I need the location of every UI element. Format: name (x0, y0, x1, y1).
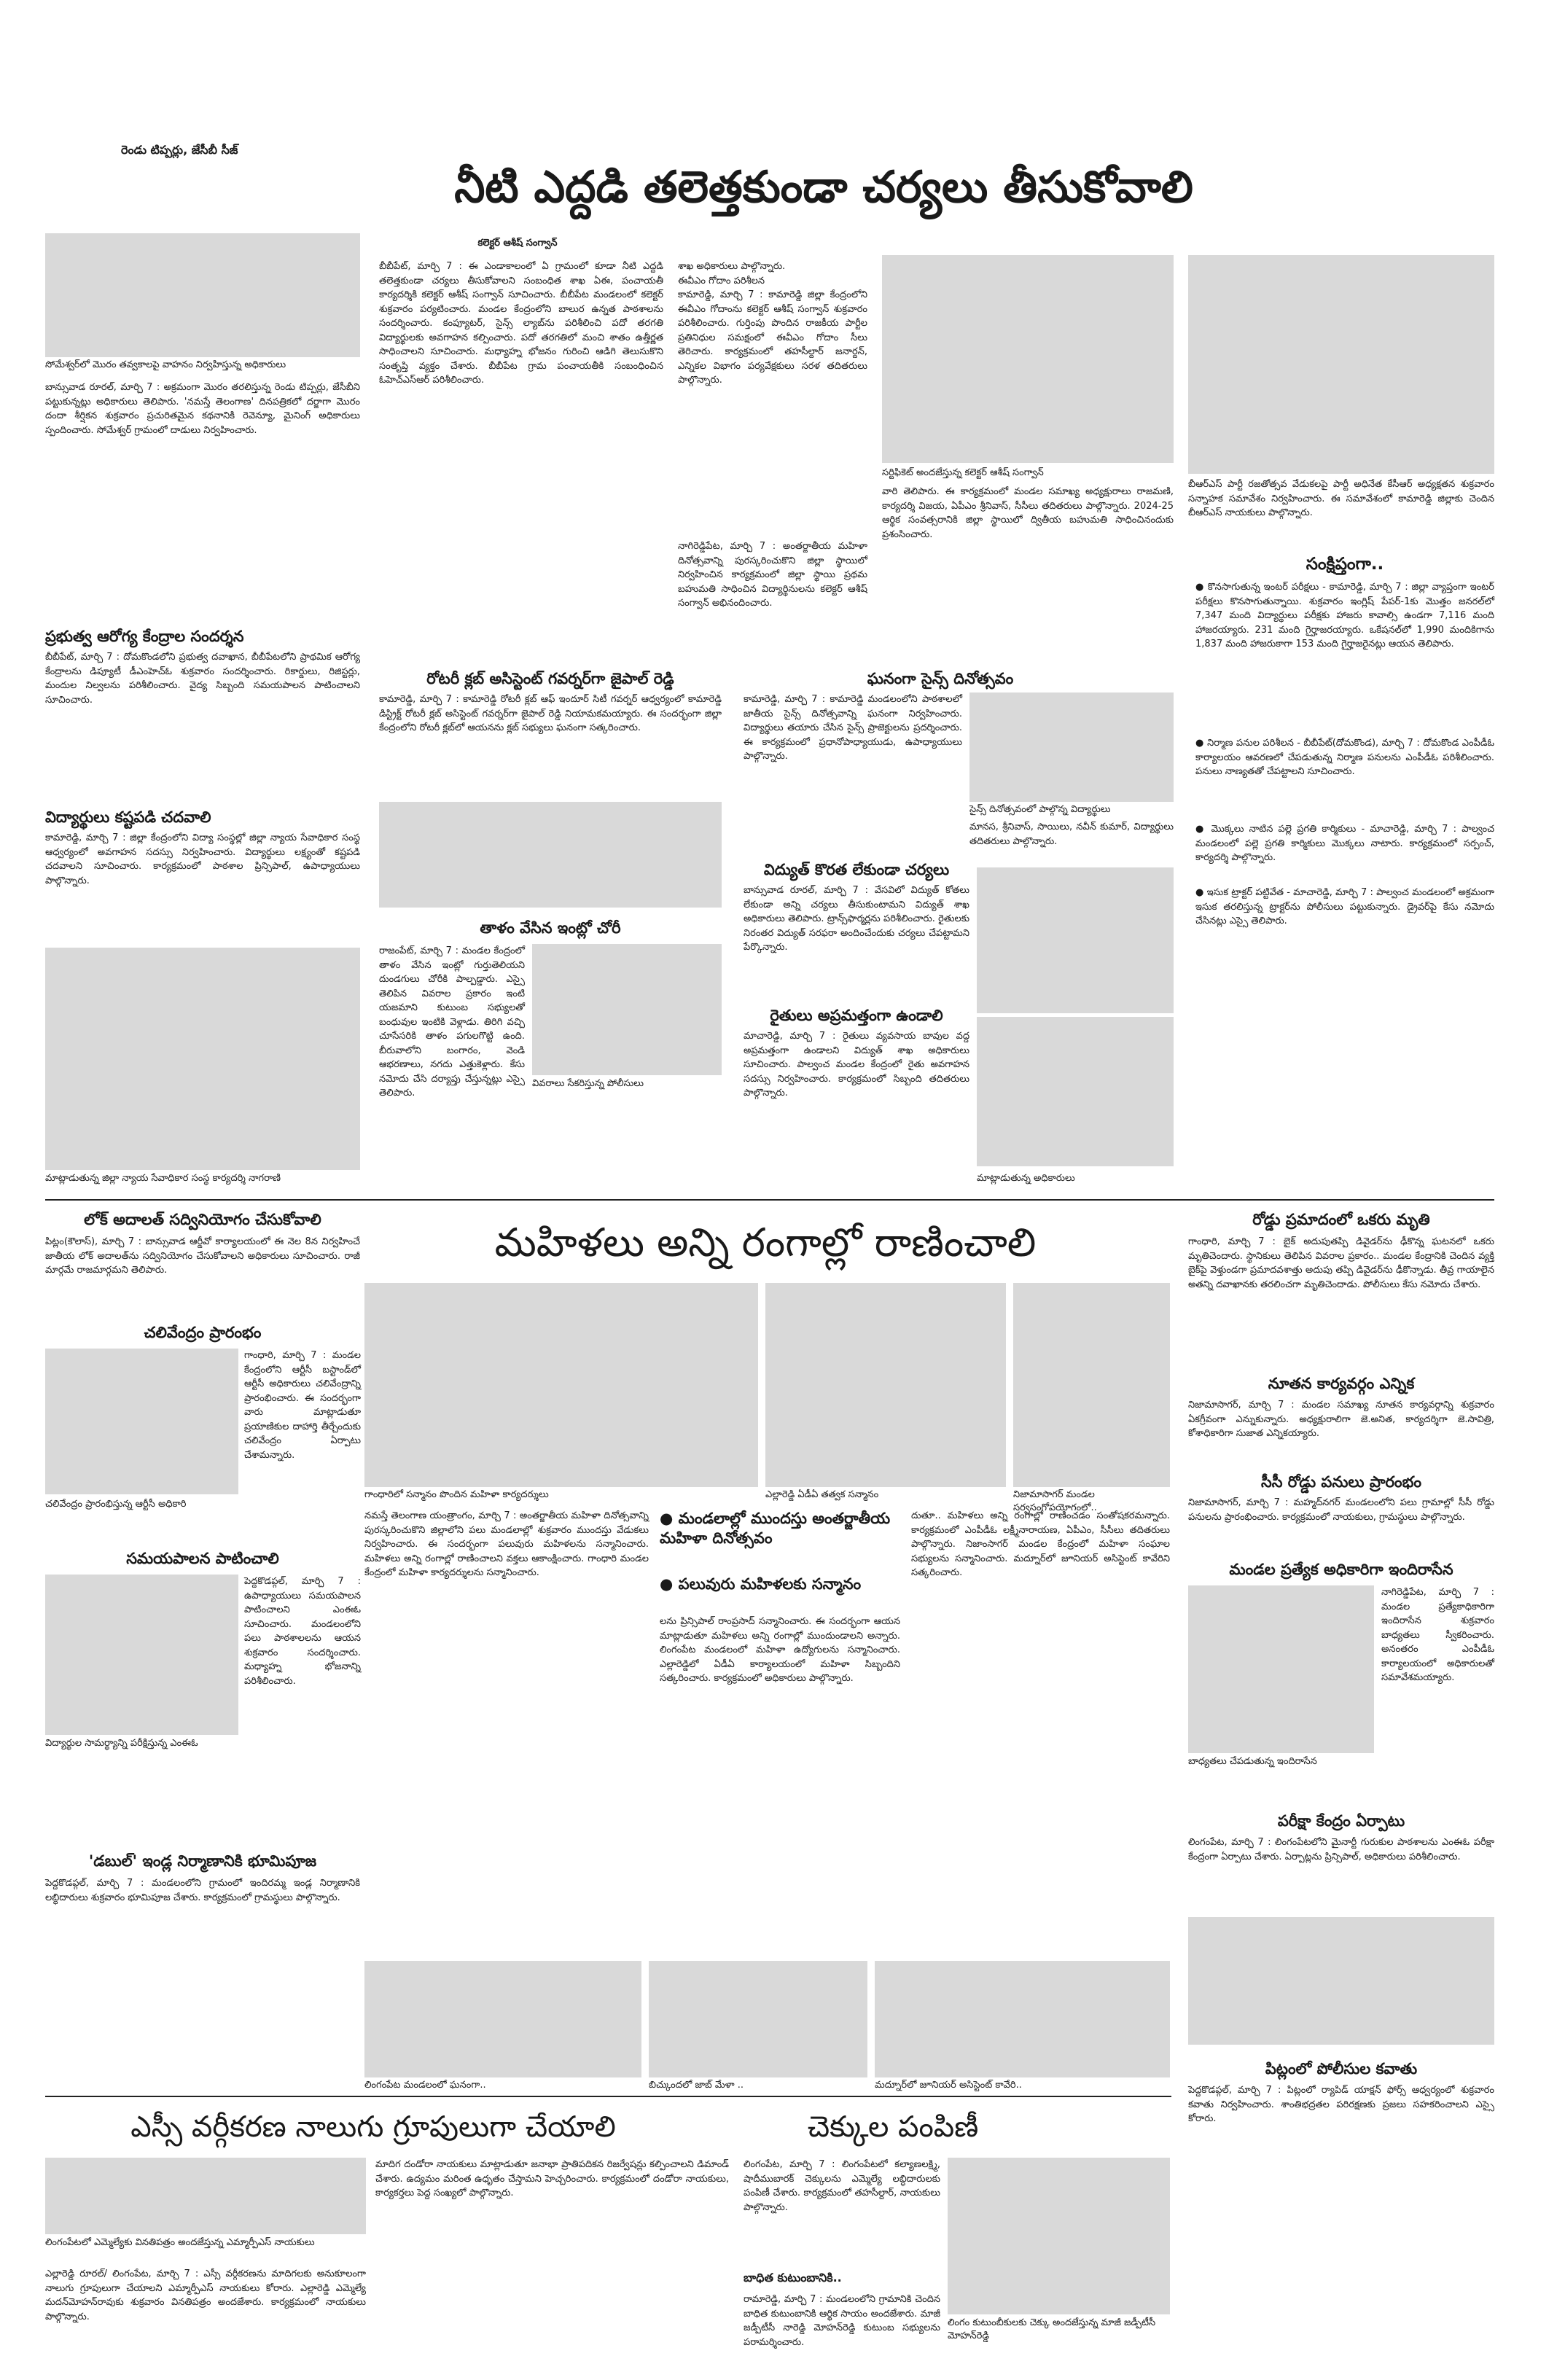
farmers-heading: రైతులు అప్రమత్తంగా ఉండాలి (770, 1007, 943, 1024)
rotary-photo (379, 802, 722, 908)
top-photo-2 (882, 255, 1174, 463)
top-col2: శాఖ అధికారులు పాల్గొన్నారు. ఈవీఎం గోదాం పరిశీలన కామారెడ్డి, మార్చి 7 : కామారెడ్డి జిల్లా కేంద్రంలోని ఈవీఎం గోదాంను కలెక్టర్‌ ఆశీష్‌ సంగ్వాన్‌ శుక్రవారం పరిశీలించారు. గుర్తింపు పొందిన రాజకీయ పార్టీల ప్రతినిధుల సమక్షంలో ఈవీఎం గోదాం సీలు తెరిచారు. కార్యక్రమంలో తహసీల్దార్‌ జనార్దన్‌, ఎన్నికల విభాగం పర్యవేక్షకులు సరళ తదితరులు పాల్గొన్నారు. (678, 261, 867, 386)
bottom-photo-3-caption: మద్నూర్‌లో జూనియర్‌ అసిస్టెంట్‌ కావేరి.. (875, 2080, 1022, 2091)
cheque-caption: లింగం కుటుంబీకులకు చెక్కు అందజేస్తున్న మాజీ జడ్పీటీసీ మోహన్‌రెడ్డి (948, 2317, 1156, 2342)
section-divider-2 (45, 2096, 1171, 2097)
bottom-photo-2 (649, 1961, 867, 2077)
science-day-photo (969, 692, 1174, 802)
accident-body: గాంధారి, మార్చి 7 : బైక్‌ అదుపుతప్పి డివైడర్‌ను ఢీకొన్న ఘటనలో ఒకరు మృతిచెందారు. స్థానికులు తెలిపిన వివరాల ప్రకారం.. మండల కేంద్రానికి చెందిన వ్యక్తి బైక్‌పై వెళ్తుండగా ప్రమాదవశాత్తు అదుపు తప్పి డివైడర్‌ను ఢీకొన్నాడు. తీవ్ర గాయాలైన అతన్ని దవాఖానకు తరలించగా మృతిచెందాడు. పోలీసులు కేసు నమోదు చేశారు. (1188, 1236, 1494, 1290)
top-headline: నీటి ఎద్దడి తలెత్తకుండా చర్యలు తీసుకోవాలి (454, 162, 1193, 213)
bottom-photo-1 (364, 1961, 641, 2077)
sc-classification-caption: లింగంపేటలో ఎమ్మెల్యేకు వినతిపత్రం అందజేస్తున్న ఎమ్మార్పీఎస్‌ నాయకులు (45, 2237, 315, 2248)
brief-3: ● మొక్కలు నాటిన పల్లె ప్రగతి కార్మికులు - మాచారెడ్డి, మార్చి 7 : పాల్వంచ మండలంలో పల్లె ప్రగతి కార్మికులు మొక్కలు నాటారు. కార్యక్రమంలో సర్పంచ్‌, కార్యదర్శి పాల్గొన్నారు. (1195, 824, 1494, 863)
brief-1: ● కొనసాగుతున్న ఇంటర్‌ పరీక్షలు - కామారెడ్డి, మార్చి 7 : జిల్లా వ్యాప్తంగా ఇంటర్‌ పరీక్షలు కొనసాగుతున్నాయి. శుక్రవారం ఇంగ్లిష్‌ పేపర్‌-1కు మొత్తం జనరల్‌లో 7,347 మంది విద్యార్థులు పరీక్షకు హాజరు కావాల్సి ఉండగా 7,116 మంది హాజరయ్యారు. 231 మంది గైర్హాజరయ్యారు. ఒకేషనల్‌లో 1,990 మందికిగాను 1,837 మంది హాజరుకాగా 153 మంది గైర్హాజరైనట్లు ఆయన తెలిపారు. (1195, 582, 1494, 649)
cc-road-body: నిజామాసాగర్‌, మార్చి 7 : మహ్మద్‌నగర్‌ మండలంలోని పలు గ్రామాల్లో సీసీ రోడ్డు పనులను ప్రారంభించారు. కార్యక్రమంలో నాయకులు, గ్రామస్థులు పాల్గొన్నారు. (1188, 1497, 1494, 1523)
sc-classification-body-1: ఎల్లారెడ్డి రూరల్‌/ లింగంపేట, మార్చి 7 : ఎస్సీ వర్గీకరణను మాదిగలకు అనుకూలంగా నాలుగు గ్రూపులుగా చేయాలని ఎమ్మార్పీఎస్‌ నాయకులు కోరారు. ఎల్లారెడ్డి ఎమ్మెల్యే మదన్‌మోహన్‌రావుకు శుక్రవారం వినతిపత్రం అందజేశారు. కార్యక్రమంలో నాయకులు పాల్గొన్నారు. (45, 2268, 366, 2322)
victim-family-heading: బాధిత కుటుంబానికి.. (744, 2271, 842, 2285)
women-photo-1 (364, 1283, 758, 1487)
top-col3-body: వారి తెలిపారు. ఈ కార్యక్రమంలో మండల సమాఖ్య అధ్యక్షురాలు రాజమణి, కార్యదర్శి విజయ, ఏపీఎం శ్రీనివాస్‌, సీసీలు తదితరులు పాల్గొన్నారు. 2024-25 ఆర్థిక సంవత్సరానికి జిల్లా స్థాయిలో ద్వితీయ బహుమతి సాధించినందుకు ప్రశంసించారు. (882, 486, 1174, 540)
top-col4: బీఆర్‌ఎస్‌ పార్టీ రజతోత్సవ వేడుకలపై పార్టీ అధినేత కేసీఆర్‌ అధ్యక్షతన శుక్రవారం సన్నాహక సమావేశం నిర్వహించారు. ఈ సమావేశంలో కామారెడ్డి జిల్లాకు చెందిన బీఆర్‌ఎస్‌ నాయకులు పాల్గొన్నారు. (1188, 479, 1494, 518)
health-centre-heading: ప్రభుత్వ ఆరోగ్య కేంద్రాల సందర్శన (45, 628, 244, 645)
special-officer-photo (1188, 1585, 1374, 1753)
lok-adalat-body: పిట్లం(కౌలాస్‌), మార్చి 7 : బాన్సువాడ ఆర్డీవో కార్యాలయంలో ఈ నెల 8న నిర్వహించే జాతీయ లోక్‌ అదాలత్‌ను సద్వినియోగం చేసుకోవాలని అధికారులు సూచించారు. రాజీ మార్గమే రాజమార్గమని తెలిపారు. (45, 1236, 360, 1276)
women-photo-1-caption: గాంధారిలో సన్మానం పొందిన మహిళా కార్యదర్శులు (364, 1489, 549, 1500)
women-col1: నమస్తే తెలంగాణ యంత్రాంగం, మార్చి 7 : అంతర్జాతీయ మహిళా దినోత్సవాన్ని పురస్కరించుకొని జిల్లాలోని పలు మండలాల్లో శుక్రవారం ముందస్తు వేడుకలు నిర్వహించారు. ఈ సందర్భంగా పలువురు మహిళలను సన్మానించారు. మహిళలు అన్ని రంగాల్లో రాణించాలని వక్తలు ఆకాంక్షించారు. గాంధారి మండల కేంద్రంలో మహిళా కార్యదర్శులను సన్మానించారు. (364, 1510, 649, 1578)
section-divider-1 (45, 1199, 1494, 1201)
women-photo-3 (1013, 1283, 1170, 1487)
cc-road-heading: సీసీ రోడ్డు పనులు ప్రారంభం (1261, 1473, 1421, 1491)
sc-classification-body-2: మాదిగ దండోరా నాయకులు మాట్లాడుతూ జనాభా ప్రాతిపదికన రిజర్వేషన్లు కల్పించాలని డిమాండ్‌ చేశారు. ఉద్యమం మరింత ఉధృతం చేస్తామని హెచ్చరించారు. కార్యక్రమంలో దండోరా నాయకులు, కార్యకర్తలు పెద్ద సంఖ్యలో పాల్గొన్నారు. (375, 2159, 729, 2198)
top-photo-3 (1188, 255, 1494, 474)
new-committee-body: నిజామాసాగర్‌, మార్చి 7 : మండల సమాఖ్య నూతన కార్యవర్గాన్ని శుక్రవారం ఏకగ్రీవంగా ఎన్నుకున్నారు. అధ్యక్షురాలిగా జె.అనిత, కార్యదర్శిగా జె.సావిత్రి, కోశాధికారిగా సుజాత ఎన్నికయ్యారు. (1188, 1400, 1494, 1439)
double-house-heading: 'డబుల్‌' ఇండ్ల నిర్మాణానికి భూమిపూజ (88, 1852, 317, 1870)
sc-classification-headline: ఎస్సీ వర్గీకరణ నాలుగు గ్రూపులుగా చేయాలి (130, 2110, 616, 2144)
top-kicker: రెండు టిప్పర్లు, జేసీబీ సీజ్ (121, 143, 238, 157)
top-col1: బీబీపేట్‌, మార్చి 7 : ఈ ఎండాకాలంలో ఏ గ్రామంలో కూడా నీటి ఎద్దడి తలెత్తకుండా చర్యలు తీసుకోవాలని సంబంధిత శాఖ ఏఈ, పంచాయతీ కార్యదర్శికి కలెక్టర్‌ ఆశీష్‌ సంగ్వాన్‌ సూచించారు. బీబీపేట మండలంలో కలెక్టర్‌ శుక్రవారం పర్యటించారు. మండల కేంద్రంలోని బాలుర ఉన్నత పాఠశాలను సందర్శించారు. కంప్యూటర్‌, సైన్స్‌ ల్యాబ్‌ను పరిశీలించి పదో తరగతి విద్యార్థులకు అవగాహన కల్పించారు. పదో తరగతిలో మంచి శాతం ఉత్తీర్ణత సాధించాలని సూచించారు. మధ్యాహ్న భోజనం గురించి ఆడిగి తెలుసుకొని సంతృప్తి వ్యక్తం చేశారు. బీబీపేట గ్రామ పంచాయతీకి సంబంధించిన ఓహెచ్‌ఎస్‌ఆర్‌ పరిశీలించారు. (379, 261, 663, 386)
accident-heading: రోడ్డు ప్రమాదంలో ఒకరు మృతి (1252, 1211, 1430, 1228)
science-day-body-2: మానస, శ్రీనివాస్‌, సాయిలు, నవీన్‌ కుమార్‌, విద్యార్థులు తదితరులు పాల్గొన్నారు. (969, 822, 1174, 847)
students-photo (45, 948, 360, 1170)
power-heading: విద్యుత్‌ కొరత లేకుండా చర్యలు (763, 861, 950, 878)
bottom-photo-1-caption: లింగంపేట మండలంలో ఘనంగా.. (364, 2080, 486, 2091)
cheque-body-2: రామారెడ్డి, మార్చి 7 : మండలంలోని గ్రామానికి చెందిన బాధిత కుటుంబానికి ఆర్థిక సాయం అందజేశారు. మాజీ జడ్పీటీసీ నారెడ్డి మోహన్‌రెడ్డి కుటుంబ సభ్యులను పరామర్శించారు. (744, 2294, 940, 2348)
students-photo-caption: మాట్లాడుతున్న జిల్లా న్యాయ సేవాధికార సంస్థ కార్యదర్శి నాగరాణి (45, 1173, 281, 1184)
punctuality-photo (45, 1575, 238, 1735)
science-day-caption: సైన్స్‌ దినోత్సవంలో పాల్గొన్న విద్యార్థులు (969, 804, 1111, 815)
double-house-body: పెద్దకొడప్గల్‌, మార్చి 7 : మండలంలోని గ్రామంలో ఇందిరమ్మ ఇండ్ల నిర్మాణానికి లబ్ధిదారులు శుక్రవారం భూమిపూజ చేశారు. కార్యక్రమంలో గ్రామస్థులు పాల్గొన్నారు. (45, 1878, 360, 1903)
special-officer-heading: మండల ప్రత్యేక అధికారిగా ఇందిరాసేన (1229, 1561, 1453, 1578)
power-photo (977, 867, 1174, 1013)
top-photo-2-caption: సర్టిఫికెట్‌ అందజేస్తున్న కలెక్టర్‌ ఆశీష్‌ సంగ్వాన్‌ (882, 467, 1044, 478)
lok-adalat-heading: లోక్‌ అదాలత్‌ సద్వినియోగం చేసుకోవాలి (84, 1211, 321, 1228)
water-shed-body: గాంధారి, మార్చి 7 : మండల కేంద్రంలోని ఆర్టీసీ బస్టాండ్‌లో ఆర్టీసీ అధికారులు చలివేంద్రాన్ని ప్రారంభించారు. ఈ సందర్భంగా వారు మాట్లాడుతూ ప్రయాణికుల దాహార్తి తీర్చేందుకు చలివేంద్రం ఏర్పాటు చేశామన్నారు. (244, 1350, 361, 1461)
new-committee-heading: నూతన కార్యవర్గం ఎన్నిక (1268, 1375, 1415, 1392)
bottom-photo-3 (875, 1961, 1170, 2077)
special-officer-caption: బాధ్యతలు చేపడుతున్న ఇందిరాసేన (1188, 1756, 1317, 1767)
theft-photo (532, 944, 722, 1075)
rotary-body: కామారెడ్డి, మార్చి 7 : కామారెడ్డి రోటరీ క్లబ్‌ ఆఫ్‌ ఇందూర్‌ సిటీ గవర్నర్‌ ఆధ్వర్యంలో కామారెడ్డి డిస్ట్రిక్ట్‌ రోటరీ క్లబ్‌ అసిస్టెంట్‌ గవర్నర్‌గా జైపాల్‌ రెడ్డి నియామకమయ్యారు. ఈ సందర్భంగా జిల్లా కేంద్రంలోని రోటరీ క్లబ్‌లో ఆయనను క్లబ్‌ సభ్యులు ఘనంగా సత్కరించారు. (379, 694, 722, 733)
farmers-body: మాచారెడ్డి, మార్చి 7 : రైతులు వ్యవసాయ బావుల వద్ద అప్రమత్తంగా ఉండాలని విద్యుత్‌ శాఖ అధికారులు సూచించారు. పాల్వంచ మండల కేంద్రంలో రైతు అవగాహన సదస్సు నిర్వహించారు. కార్యక్రమంలో సిబ్బంది తదితరులు పాల్గొన్నారు. (744, 1031, 969, 1099)
power-body: బాన్సువాడ రూరల్‌, మార్చి 7 : వేసవిలో విద్యుత్‌ కోతలు లేకుండా అన్ని చర్యలు తీసుకుంటామని విద్యుత్‌ శాఖ అధికారులు తెలిపారు. ట్రాన్స్‌ఫార్మర్లను పరిశీలించారు. రైతులకు నిరంతర విద్యుత్‌ సరఫరా అందించేందుకు చర్యలు చేపట్టామని పేర్కొన్నారు. (744, 885, 969, 953)
cheque-photo (948, 2158, 1170, 2314)
sc-classification-photo (45, 2158, 366, 2234)
brief-4: ● ఇసుక ట్రాక్టర్‌ పట్టివేత - మాచారెడ్డి, మార్చి 7 : పాల్వంచ మండలంలో అక్రమంగా ఇసుక తరలిస్తున్న ట్రాక్టర్‌ను పోలీసులు పట్టుకున్నారు. డ్రైవర్‌పై కేసు నమోదు చేసినట్లు ఎస్సై తెలిపారు. (1195, 887, 1494, 926)
women-bullet-1: ● మండలాల్లో ముందస్తు అంతర్జాతీయ మహిళా దినోత్సవం (660, 1510, 891, 1548)
women-bullet-2: ● పలువురు మహిళలకు సన్మానం (660, 1575, 862, 1593)
farmers-caption: మాట్లాడుతున్న అధికారులు (977, 1173, 1075, 1184)
students-body: కామారెడ్డి, మార్చి 7 : జిల్లా కేంద్రంలోని విద్యా సంస్థల్లో జిల్లా న్యాయ సేవాధికార సంస్థ ఆధ్వర్యంలో అవగాహన సదస్సు నిర్వహించారు. విద్యార్థులు లక్ష్యంతో కష్టపడి చదవాలని సూచించారు. కార్యక్రమంలో పాఠశాల ప్రిన్సిపాల్‌, ఉపాధ్యాయులు పాల్గొన్నారు. (45, 832, 360, 886)
cheque-distribution-headline: చెక్కుల పంపిణీ (807, 2110, 979, 2144)
water-shed-photo (45, 1349, 238, 1494)
women-photo-2-caption: ఎల్లారెడ్డి ఏడీఏ తత్వక సన్మానం (765, 1489, 879, 1500)
punctuality-body: పెద్దకొడప్గల్‌, మార్చి 7 : ఉపాధ్యాయులు సమయపాలన పాటించాలని ఎంఈఓ సూచించారు. మండలంలోని పలు పాఠశాలలను ఆయన శుక్రవారం సందర్శించారు. మధ్యాహ్న భోజనాన్ని పరిశీలించారు. (244, 1576, 361, 1687)
top-photo-1-caption: సోమేశ్వర్‌లో మొరం తవ్వకాలపై వాహనం నిర్వహిస్తున్న అధికారులు (45, 359, 286, 370)
women-headline: మహిళలు అన్ని రంగాల్లో రాణించాలి (494, 1220, 1037, 1265)
rotary-heading: రోటరీ క్లబ్‌ అసిస్టెంట్‌ గవర్నర్‌గా జైపాల్‌ రెడ్డి (426, 670, 674, 687)
theft-photo-caption: వివరాలు సేకరిస్తున్న పోలీసులు (532, 1078, 644, 1089)
police-march-heading: పిట్లంలో పోలీసుల కవాతు (1265, 2060, 1418, 2077)
punctuality-heading: సమయపాలన పాటించాలి (126, 1550, 279, 1567)
top-left-body: బాన్సువాడ రూరల్‌, మార్చి 7 : అక్రమంగా మొరం తరలిస్తున్న రెండు టిప్పర్లు, జేసీబీని పట్టుకున్నట్లు అధికారులు తెలిపారు. 'నమస్తే తెలంగాణ' దినపత్రికలో దర్జాగా మొరం దందా శీర్షికన శుక్రవారం ప్రచురితమైన కథనానికి రెవెన్యూ, మైనింగ్‌ అధికారులు స్పందించారు. సోమేశ్వర్‌ గ్రామంలో దాడులు నిర్వహించారు. (45, 382, 360, 436)
special-officer-body: నాగిరెడ్డిపేట, మార్చి 7 : మండల ప్రత్యేకాధికారిగా ఇందిరాసేన శుక్రవారం బాధ్యతలు స్వీకరించారు. అనంతరం ఎంపీడీఓ కార్యాలయంలో అధికారులతో సమావేశమయ్యారు. (1381, 1587, 1494, 1683)
briefs-heading: సంక్షిప్తంగా.. (1306, 555, 1384, 574)
exam-centre-body: లింగంపేట, మార్చి 7 : లింగంపేటలోని మైనార్టీ గురుకుల పాఠశాలను ఎంఈఓ పరీక్షా కేంద్రంగా ఏర్పాటు చేశారు. ఏర్పాట్లను ప్రిన్సిపాల్‌, అధికారులు పరిశీలించారు. (1188, 1837, 1494, 1862)
exam-centre-heading: పరీక్షా కేంద్రం ఏర్పాటు (1277, 1812, 1405, 1830)
top-col3: నాగిరెడ్డిపేట, మార్చి 7 : అంతర్జాతీయ మహిళా దినోత్సవాన్ని పురస్కరించుకొని జిల్లా స్థాయిలో నిర్వహించిన కార్యక్రమంలో జిల్లా స్థాయి ప్రథమ బహుమతి సాధించిన విద్యార్థినులను కలెక్టర్‌ ఆశీష్‌ సంగ్వాన్‌ అభినందించారు. (678, 541, 867, 609)
water-shed-heading: చలివేంద్రం ప్రారంభం (144, 1324, 262, 1341)
women-photo-3-caption: నిజామాసాగర్‌ మండల సర్వసంగోపయోగంలో.. (1013, 1489, 1097, 1514)
police-march-body: పెద్దకొడప్గల్‌, మార్చి 7 : పిట్లంలో ర్యాపిడ్‌ యాక్షన్‌ ఫోర్స్‌ ఆధ్వర్యంలో శుక్రవారం కవాతు నిర్వహించారు. శాంతిభద్రతల పరిరక్షణకు ప్రజలు సహకరించాలని ఎస్సై కోరారు. (1188, 2085, 1494, 2124)
cheque-body-1: లింగంపేట, మార్చి 7 : లింగంపేటలో కల్యాణలక్ష్మి, షాదీముబారక్‌ చెక్కులను ఎమ్మెల్యే లబ్ధిదారులకు పంపిణీ చేశారు. కార్యక్రమంలో తహసీల్దార్‌, నాయకులు పాల్గొన్నారు. (744, 2159, 940, 2213)
science-day-heading: ఘనంగా సైన్స్‌ దినోత్సవం (867, 670, 1014, 687)
theft-body: రాజంపేట్‌, మార్చి 7 : మండల కేంద్రంలో తాళం వేసిన ఇంట్లో గుర్తుతెలియని దుండగులు చోరీకి పాల్పడ్డారు. ఎస్సై తెలిపిన వివరాల ప్రకారం ఇంటి యజమాని కుటుంబ సభ్యులతో బంధువుల ఇంటికి వెళ్లాడు. తిరిగి వచ్చి చూసేసరికి తాళం పగులగొట్టి ఉంది. బీరువాలోని బంగారం, వెండి ఆభరణాలు, నగదు ఎత్తుకెళ్లారు. కేసు నమోదు చేసి దర్యాప్తు చేస్తున్నట్లు ఎస్సై తెలిపారు. (379, 945, 525, 1099)
water-shed-caption: చలివేంద్రం ప్రారంభిస్తున్న ఆర్టీసీ అధికారి (45, 1499, 187, 1510)
science-day-body: కామారెడ్డి, మార్చి 7 : కామారెడ్డి మండలంలోని పాఠశాలలో జాతీయ సైన్స్‌ దినోత్సవాన్ని ఘనంగా నిర్వహించారు. విద్యార్థులు తయారు చేసిన సైన్స్‌ ప్రాజెక్టులను ప్రదర్శించారు. ఈ కార్యక్రమంలో ప్రధానోపాధ్యాయుడు, ఉపాధ్యాయులు పాల్గొన్నారు. (744, 694, 962, 762)
theft-heading: తాళం వేసిన ఇంట్లో చోరీ (480, 919, 621, 937)
health-centre-body: బీబీపేట్‌, మార్చి 7 : దోమకొండలోని ప్రభుత్వ దవాఖాన, బీబీపేటలోని ప్రాథమిక ఆరోగ్య కేంద్రాలను డిప్యూటీ డీఎంహెచ్‌ఓ శుక్రవారం సందర్శించారు. రికార్డులు, రిజిస్టర్లు, మందుల నిల్వలను పరిశీలించారు. వైద్య సిబ్బంది సమయపాలన పాటించాలని సూచించారు. (45, 652, 360, 706)
punctuality-caption: విద్యార్థుల సామర్థ్యాన్ని పరీక్షిస్తున్న ఎంఈఓ (45, 1738, 198, 1749)
bottom-photo-2-caption: బిచ్కుందలో జాబ్‌ మేళా .. (649, 2080, 744, 2091)
farmers-photo (977, 1017, 1174, 1166)
top-photo-1 (45, 233, 360, 357)
women-photo-2 (765, 1283, 1006, 1487)
brief-2: ● నిర్మాణ పనుల పరిశీలన - బీబీపేట్‌(దోమకొండ), మార్చి 7 : దోమకొండ ఎంపీడీఓ కార్యాలయం ఆవరణలో చేపడుతున్న నిర్మాణ పనులను ఎంపీడీఓ పరిశీలించారు. పనులు నాణ్యతతో చేపట్టాలని సూచించారు. (1195, 738, 1494, 777)
women-col2: లను ప్రిన్సిపాల్‌ రాంప్రసాద్‌ సన్మానించారు. ఈ సందర్భంగా ఆయన మాట్లాడుతూ మహిళలు అన్ని రంగాల్లో ముందుండాలని అన్నారు. లింగంపేట మండలంలో మహిళా ఉద్యోగులను సన్మానించారు. ఎల్లారెడ్డిలో ఏడీఏ కార్యాలయంలో మహిళా సిబ్బందిని సత్కరించారు. కార్యక్రమంలో అధికారులు పాల్గొన్నారు. (660, 1616, 900, 1684)
top-byline: కలెక్టర్‌ ఆశీష్‌ సంగ్వాన్‌ (477, 238, 558, 249)
exam-centre-photo (1188, 1917, 1494, 2045)
women-col3: దుతూ.. మహిళలు అన్ని రంగాల్లో రాణించడం సంతోషకరమన్నారు. కార్యక్రమంలో ఎంపీడీఓ లక్ష్మీనారాయణ, ఏపీఎం, సీసీలు తదితరులు పాల్గొన్నారు. నిజాంసాగర్‌ మండల కేంద్రంలో మహిళా సంఘాల సభ్యులను సన్మానించారు. మద్నూర్‌లో జూనియర్‌ అసిస్టెంట్‌ కావేరిని సత్కరించారు. (911, 1510, 1170, 1578)
students-heading: విద్యార్థులు కష్టపడి చదవాలి (45, 808, 211, 826)
